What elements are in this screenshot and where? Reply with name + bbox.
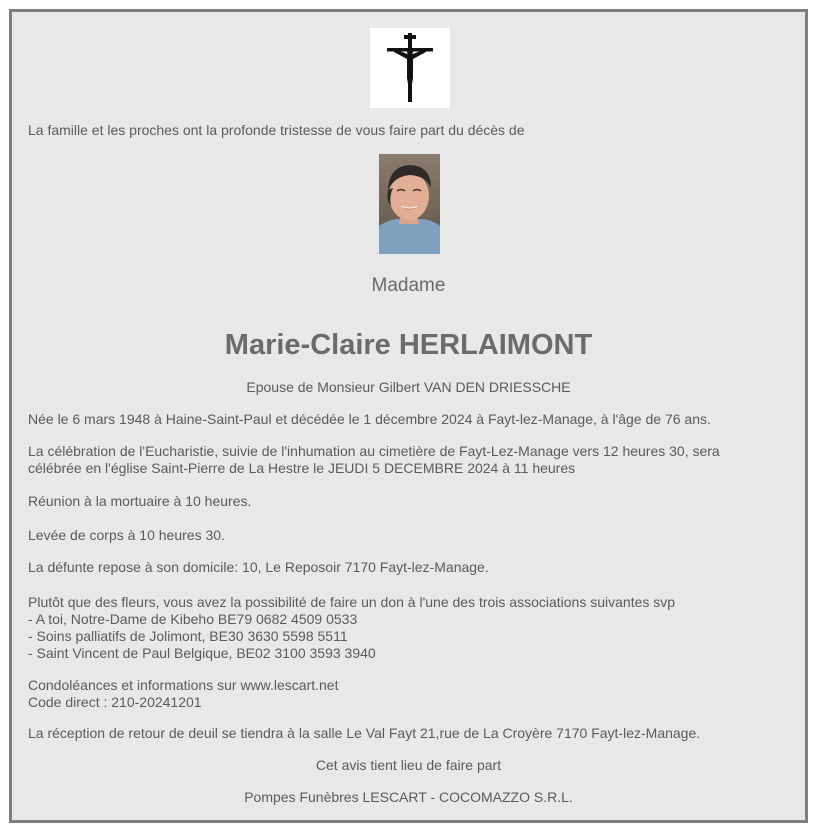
donations-intro: Plutôt que des fleurs, vous avez la possibilité de faire un don à l'une des trois associations suivantes svp [28, 594, 676, 610]
repose-text: La défunte repose à son domicile: 10, Le Reposoir 7170 Fayt-lez-Manage. [28, 559, 489, 575]
deceased-name: Marie-Claire HERLAIMONT [224, 329, 593, 361]
donation-item: - Saint Vincent de Paul Belgique, BE02 3100 3593 3940 [28, 645, 376, 661]
notice-text: Cet avis tient lieu de faire part [315, 757, 502, 773]
obituary-card [9, 9, 808, 823]
reunion-text: Réunion à la mortuaire à 10 heures. [28, 493, 252, 509]
condolences-text: Condoléances et informations sur www.lescart.net [28, 677, 339, 693]
ceremony-line-1: La célébration de l'Eucharistie, suivie de l'inhumation au cimetière de Fayt-Lez-Manage vers 12 heures 30, sera [28, 443, 720, 459]
portrait-photo [379, 154, 440, 254]
funeral-home-text: Pompes Funèbres LESCART - COCOMAZZO S.R.L. [244, 789, 573, 805]
intro-text: La famille et les proches ont la profonde tristesse de vous faire part du décès de [28, 122, 525, 138]
birth-death-text: Née le 6 mars 1948 à Haine-Saint-Paul et décédée le 1 décembre 2024 à Fayt-lez-Manage, à l'âge de 76 ans. [28, 411, 711, 427]
direct-code-text: Code direct : 210-20241201 [28, 694, 202, 710]
salutation: Madame [371, 275, 446, 296]
donation-item: - Soins palliatifs de Jolimont, BE30 3630 5598 5511 [28, 628, 348, 644]
donation-item: - A toi, Notre-Dame de Kibeho BE79 0682 4509 0533 [28, 611, 358, 627]
ceremony-line-2: célébrée en l'église Saint-Pierre de La Hestre le JEUDI 5 DECEMBRE 2024 à 11 heures [28, 460, 576, 476]
reception-text: La réception de retour de deuil se tiendra à la salle Le Val Fayt 21,rue de La Croyère 7170 Fayt-lez-Manage. [28, 725, 701, 741]
levee-text: Levée de corps à 10 heures 30. [28, 527, 225, 543]
crucifix-icon [370, 28, 450, 108]
spouse-text: Epouse de Monsieur Gilbert VAN DEN DRIESSCHE [246, 379, 571, 395]
